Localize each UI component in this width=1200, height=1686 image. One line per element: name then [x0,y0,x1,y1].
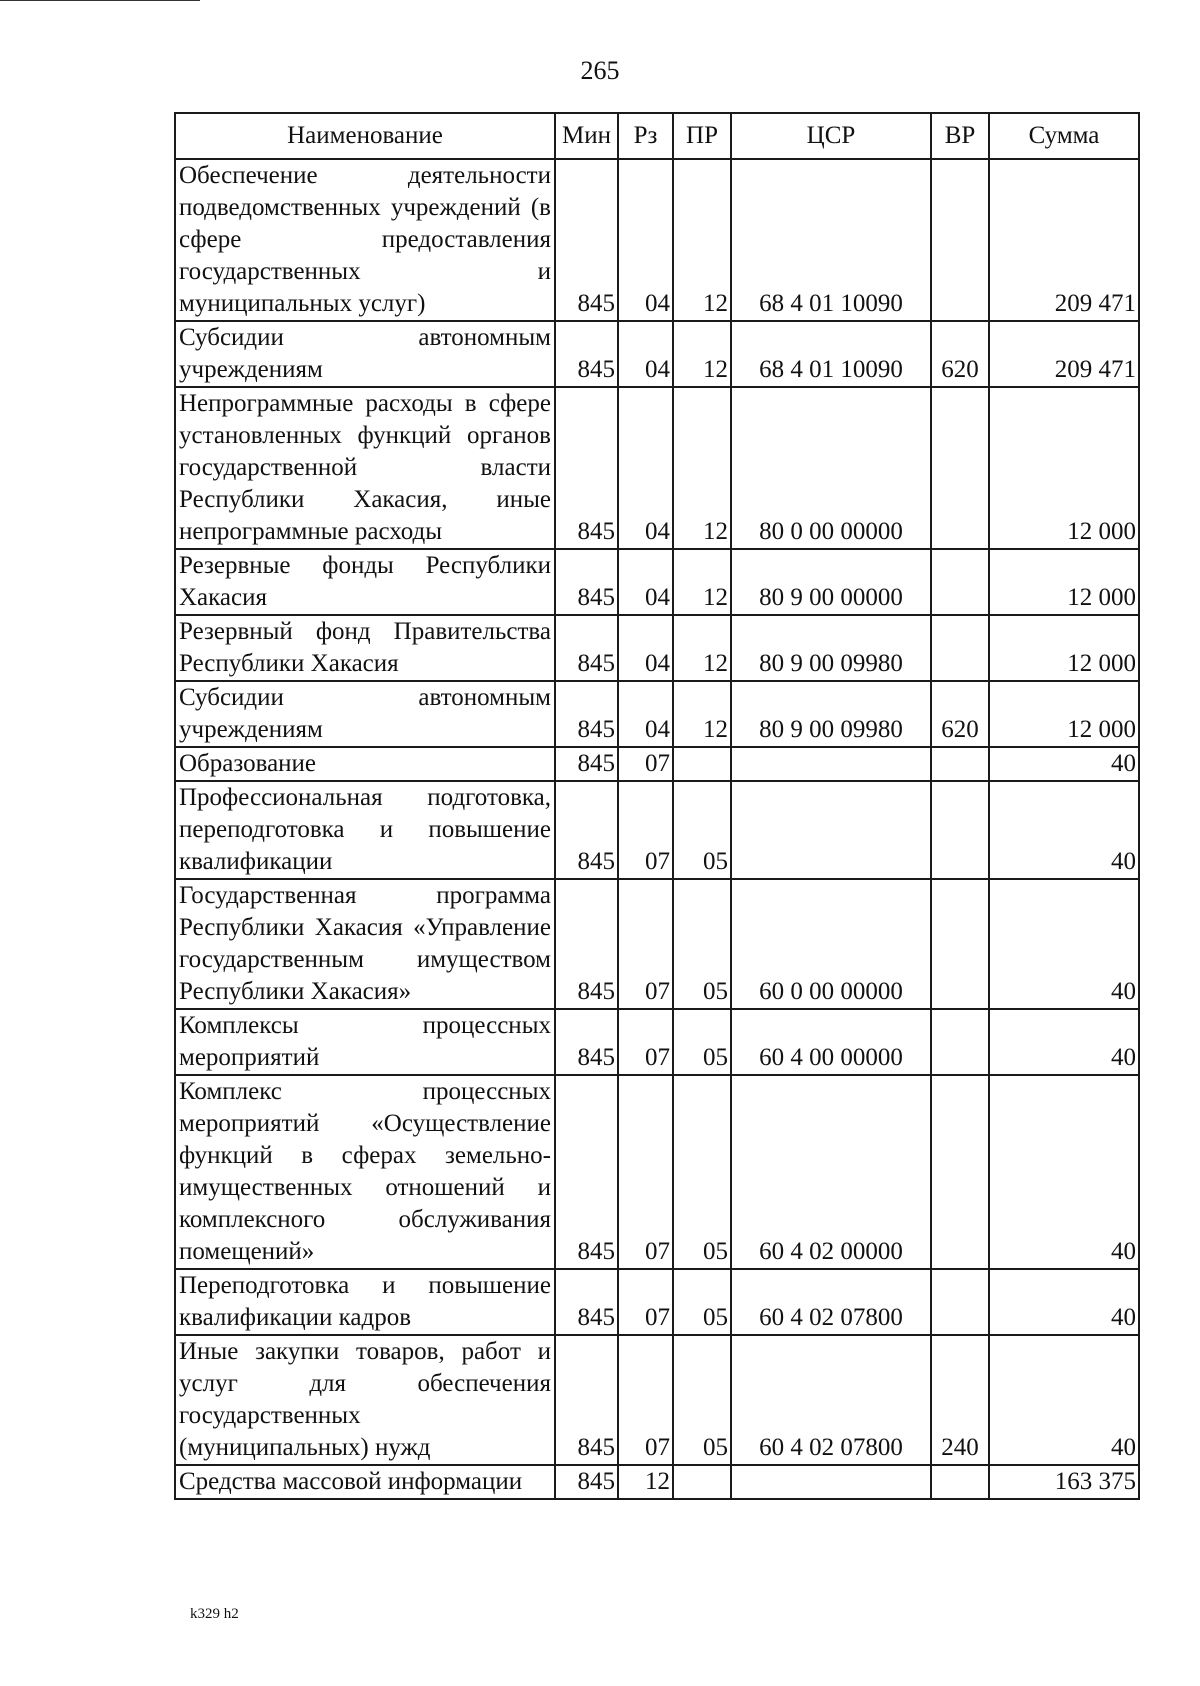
cell-pr: 05 [673,1269,731,1335]
table-row [175,781,1139,879]
cell-rz: 04 [618,681,673,747]
cell-min: 845 [555,387,618,549]
cell-name: Обеспечение деятельности подведомственных учреждений (в сфере предоставления государственных и муниципальных услуг) [175,159,555,321]
table-row [175,1075,1139,1269]
table-row [175,747,1139,781]
cell-min: 845 [555,549,618,615]
cell-name: Комплекс процессных мероприятий «Осуществление функций в сферах земельно-имущественных отношений и комплексного обслуживания помещений» [175,1075,555,1269]
cell-csr: 60 0 00 00000 [731,879,931,1009]
cell-pr [673,747,731,781]
header-rz: Рз [618,113,673,159]
table-row [175,1269,1139,1335]
cell-rz: 04 [618,321,673,387]
cell-name: Непрограммные расходы в сфере установленных функций органов государственной власти Республики Хакасия, иные непрограммные расходы [175,387,555,549]
cell-sum: 12 000 [989,615,1139,681]
cell-csr: 60 4 02 07800 [731,1335,931,1465]
cell-vr [931,747,989,781]
table-row [175,387,1139,549]
cell-sum: 12 000 [989,681,1139,747]
cell-rz: 12 [618,1465,673,1499]
cell-min: 845 [555,781,618,879]
cell-rz: 04 [618,159,673,321]
cell-pr: 12 [673,159,731,321]
cell-rz: 04 [618,549,673,615]
cell-sum: 209 471 [989,159,1139,321]
cell-csr [731,747,931,781]
cell-name: Переподготовка и повышение квалификации кадров [175,1269,555,1335]
cell-pr [673,1465,731,1499]
table-header-row [175,113,1139,159]
cell-name: Образование [175,747,555,781]
cell-min: 845 [555,879,618,1009]
cell-pr: 12 [673,321,731,387]
cell-pr: 05 [673,781,731,879]
top-edge-rule [0,0,200,1]
header-vr: ВР [931,113,989,159]
header-min: Мин [555,113,618,159]
cell-csr: 68 4 01 10090 [731,321,931,387]
cell-vr [931,879,989,1009]
cell-name: Профессиональная подготовка, переподготовка и повышение квалификации [175,781,555,879]
cell-vr [931,615,989,681]
header-sum: Сумма [989,113,1139,159]
table-row [175,321,1139,387]
budget-table [174,112,1140,1500]
cell-min: 845 [555,1335,618,1465]
cell-vr [931,1075,989,1269]
cell-min: 845 [555,1269,618,1335]
cell-name: Государственная программа Республики Хакасия «Управление государственным имуществом Республики Хакасия» [175,879,555,1009]
table-row [175,549,1139,615]
header-csr: ЦСР [731,113,931,159]
cell-sum: 12 000 [989,387,1139,549]
cell-vr [931,1009,989,1075]
cell-min: 845 [555,321,618,387]
cell-sum: 163 375 [989,1465,1139,1499]
cell-rz: 07 [618,781,673,879]
cell-min: 845 [555,159,618,321]
cell-csr [731,1465,931,1499]
cell-min: 845 [555,1009,618,1075]
header-pr: ПР [673,113,731,159]
cell-vr [931,1465,989,1499]
cell-rz: 04 [618,387,673,549]
cell-csr: 60 4 02 00000 [731,1075,931,1269]
cell-rz: 07 [618,1075,673,1269]
cell-name: Средства массовой информации [175,1465,555,1499]
cell-min: 845 [555,681,618,747]
cell-min: 845 [555,747,618,781]
table-row [175,879,1139,1009]
cell-sum: 40 [989,747,1139,781]
cell-sum: 40 [989,1009,1139,1075]
table-row [175,1009,1139,1075]
cell-rz: 07 [618,1269,673,1335]
cell-pr: 05 [673,1335,731,1465]
budget-table-container [174,112,1138,1500]
cell-name: Комплексы процессных мероприятий [175,1009,555,1075]
cell-pr: 12 [673,387,731,549]
table-row [175,681,1139,747]
cell-vr [931,387,989,549]
cell-pr: 12 [673,549,731,615]
footer-code: k329 h2 [190,1606,239,1622]
cell-vr: 620 [931,681,989,747]
cell-rz: 07 [618,1335,673,1465]
table-row [175,615,1139,681]
cell-pr: 05 [673,1075,731,1269]
cell-sum: 40 [989,1075,1139,1269]
cell-vr: 240 [931,1335,989,1465]
cell-vr [931,159,989,321]
cell-vr [931,549,989,615]
header-name: Наименование [175,113,555,159]
cell-name: Субсидии автономным учреждениям [175,321,555,387]
table-row [175,159,1139,321]
cell-rz: 07 [618,1009,673,1075]
cell-name: Резервные фонды Республики Хакасия [175,549,555,615]
cell-csr: 80 0 00 00000 [731,387,931,549]
cell-pr: 12 [673,681,731,747]
cell-vr [931,1269,989,1335]
cell-rz: 07 [618,879,673,1009]
cell-csr: 80 9 00 09980 [731,681,931,747]
page-number: 265 [580,56,620,85]
cell-name: Резервный фонд Правительства Республики Хакасия [175,615,555,681]
cell-vr [931,781,989,879]
cell-sum: 40 [989,781,1139,879]
cell-csr: 80 9 00 09980 [731,615,931,681]
cell-rz: 04 [618,615,673,681]
cell-min: 845 [555,615,618,681]
cell-csr [731,781,931,879]
cell-pr: 05 [673,1009,731,1075]
cell-sum: 40 [989,879,1139,1009]
table-row [175,1465,1139,1499]
cell-csr: 68 4 01 10090 [731,159,931,321]
cell-sum: 40 [989,1269,1139,1335]
cell-pr: 05 [673,879,731,1009]
cell-min: 845 [555,1075,618,1269]
cell-csr: 60 4 00 00000 [731,1009,931,1075]
cell-sum: 40 [989,1335,1139,1465]
cell-name: Субсидии автономным учреждениям [175,681,555,747]
cell-csr: 60 4 02 07800 [731,1269,931,1335]
cell-name: Иные закупки товаров, работ и услуг для обеспечения государственных (муниципальных) нужд [175,1335,555,1465]
cell-sum: 209 471 [989,321,1139,387]
cell-sum: 12 000 [989,549,1139,615]
table-row [175,1335,1139,1465]
cell-rz: 07 [618,747,673,781]
cell-pr: 12 [673,615,731,681]
cell-csr: 80 9 00 00000 [731,549,931,615]
cell-vr: 620 [931,321,989,387]
cell-min: 845 [555,1465,618,1499]
